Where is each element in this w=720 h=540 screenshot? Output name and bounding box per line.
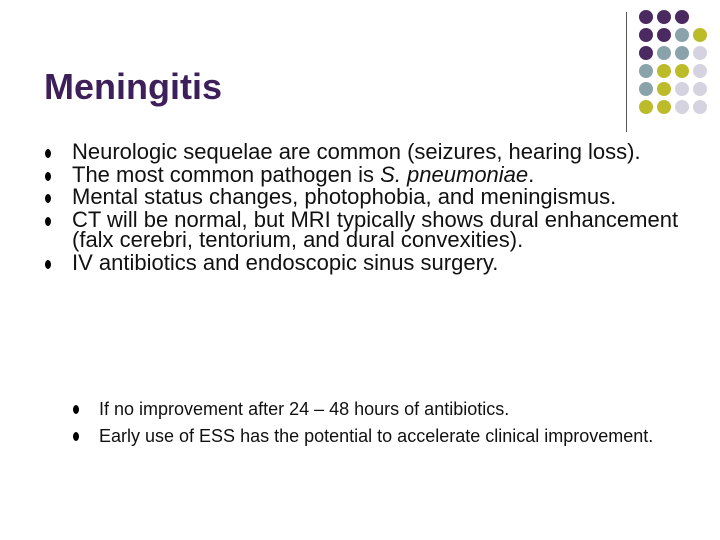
bullet-text: IV antibiotics and endoscopic sinus surgery. xyxy=(72,249,499,275)
bullet-item xyxy=(44,249,694,275)
deco-dot xyxy=(639,28,653,42)
deco-dot xyxy=(639,100,653,114)
bullet-text: Neurologic sequelae are common (seizures, hearing loss). xyxy=(72,139,641,164)
sub-bullet-dot-icon xyxy=(73,405,79,414)
deco-dot xyxy=(675,10,689,24)
sub-bullet-list xyxy=(72,398,672,452)
sub-bullet-text: If no improvement after 24 – 48 hours of antibiotics. xyxy=(99,399,510,419)
deco-dot xyxy=(657,100,671,114)
sub-bullet-item xyxy=(72,425,672,447)
sub-bullet-text: Early use of ESS has the potential to accelerate clinical improvement. xyxy=(99,426,654,446)
bullet-item xyxy=(44,206,694,252)
deco-dot xyxy=(639,46,653,60)
bullet-dot-icon xyxy=(45,149,51,158)
bullet-text: CT will be normal, but MRI typically shows dural enhancement (falx cerebri, tentorium, and dural convexities). xyxy=(72,206,679,252)
deco-dot xyxy=(693,64,707,78)
deco-dot xyxy=(675,100,689,114)
sub-bullet-item xyxy=(72,398,672,420)
pathogen-name: S. pneumoniae xyxy=(380,161,529,187)
bullet-item xyxy=(44,184,694,209)
deco-dot xyxy=(693,28,707,42)
bullet-text: Mental status changes, photophobia, and meningismus. xyxy=(72,184,617,209)
bullet-list xyxy=(44,139,694,275)
deco-dot xyxy=(675,46,689,60)
slide-title: Meningitis xyxy=(44,66,222,107)
vertical-divider-line xyxy=(626,12,627,132)
deco-dot xyxy=(657,10,671,24)
bullet-text: The most common pathogen is S. pneumoniae. xyxy=(72,161,535,187)
deco-dot xyxy=(675,82,689,96)
deco-dot xyxy=(675,28,689,42)
deco-dot xyxy=(657,64,671,78)
deco-dot xyxy=(639,64,653,78)
sub-bullet-dot-icon xyxy=(73,432,79,441)
bullet-dot-icon xyxy=(45,260,51,269)
bullet-item xyxy=(44,139,694,164)
deco-dot xyxy=(693,82,707,96)
deco-dot xyxy=(693,46,707,60)
deco-dot xyxy=(639,10,653,24)
deco-dot xyxy=(657,82,671,96)
deco-dot xyxy=(657,28,671,42)
deco-dot xyxy=(693,100,707,114)
bullet-dot-icon xyxy=(45,172,51,181)
deco-dot xyxy=(675,64,689,78)
deco-dot xyxy=(639,82,653,96)
bullet-item xyxy=(44,161,694,187)
bullet-dot-icon xyxy=(45,217,51,226)
bullet-dot-icon xyxy=(45,194,51,203)
deco-dot xyxy=(657,46,671,60)
